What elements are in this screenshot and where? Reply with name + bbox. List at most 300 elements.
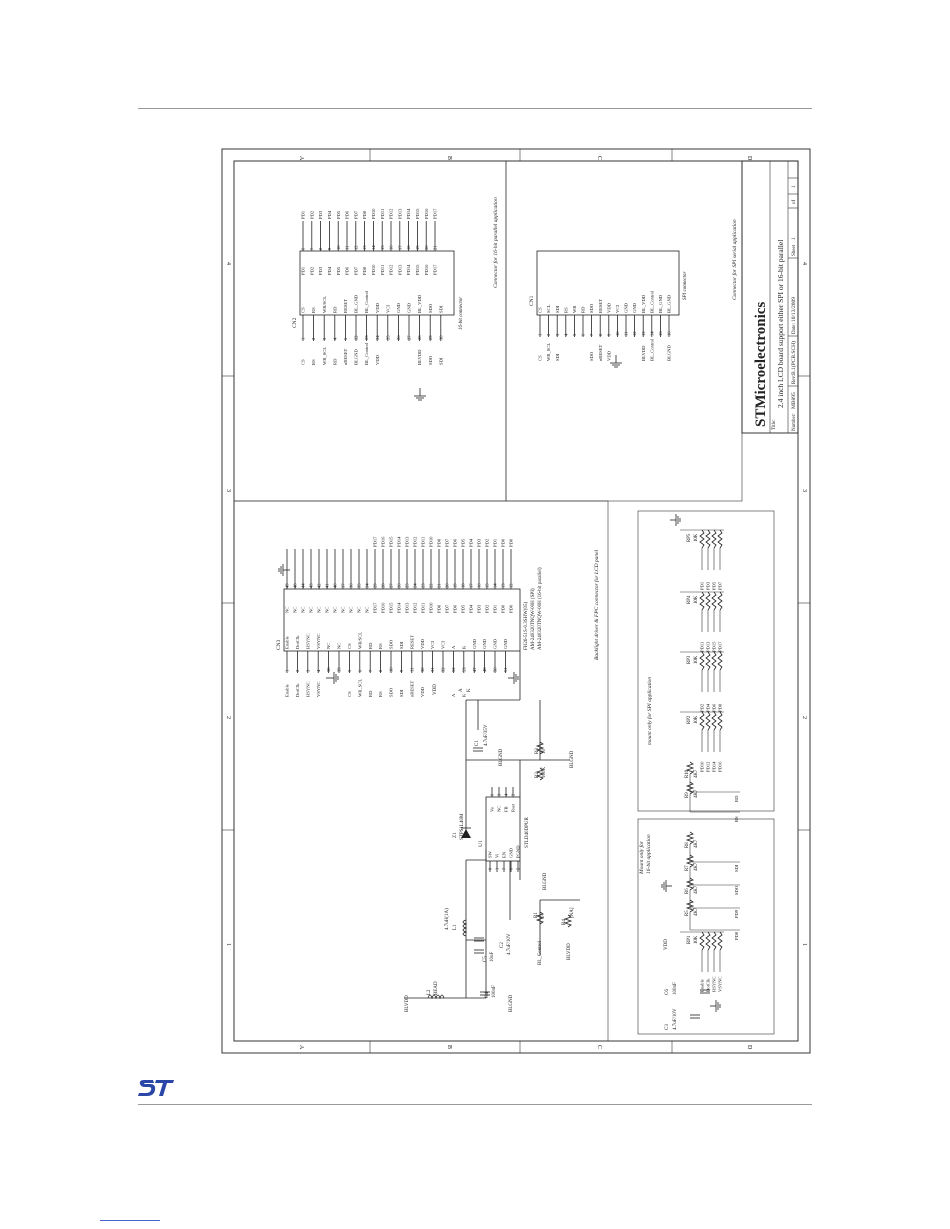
l1-ref: L1: [453, 924, 458, 930]
cn1-pin-number: 3: [554, 333, 560, 336]
r7-ref: R7: [685, 865, 690, 871]
r7-net-label: SDO: [734, 885, 739, 895]
cn3-pin-name: NC: [332, 606, 338, 613]
u1-right-pin-name: Vo: [489, 806, 495, 812]
cn3-pin-name: RS: [378, 643, 384, 649]
cn2-net-label: PD8: [362, 210, 368, 219]
cn3-pin-name: NC: [292, 606, 298, 613]
cn1-pin-number: 15: [658, 331, 663, 336]
cn3-pin-name: PD3: [476, 604, 482, 613]
cn2-net-label: nRESET: [343, 348, 348, 365]
cn3-net-label: PD11: [420, 536, 426, 547]
r3-value: 10: [542, 749, 547, 754]
cn2-pin-number: 12: [353, 245, 359, 250]
r8-net-label: SDI: [734, 864, 739, 872]
cn3-pin-name: RESET: [409, 634, 415, 649]
cn3-pin-number: 43: [308, 583, 314, 588]
ground-symbols: [279, 355, 720, 1012]
cn2-pin-number: 18: [406, 245, 412, 250]
net-blvdd-in: BLVDD: [405, 995, 410, 1012]
rp5-element: [706, 530, 710, 548]
net-blgnd-r3: BLGND: [570, 750, 575, 768]
rp3-ref: RP3: [687, 655, 692, 664]
cn1-pin-name: SDI: [554, 305, 560, 313]
cn3-net-label: SDI: [399, 689, 404, 697]
cn2-net-label: BLVDD: [417, 349, 423, 365]
cn1-pin-number: 2: [546, 333, 552, 336]
cn2-pin-name: PD5: [335, 266, 341, 275]
rp4-element: [718, 592, 722, 610]
cn2-pin-name: PD10: [371, 264, 376, 275]
c5-value: 10uF: [490, 951, 495, 962]
cn3-pin-name: GND: [503, 639, 508, 649]
cn2-net-label: BLGND: [353, 349, 359, 365]
cn2-pin-number: 7: [309, 247, 315, 250]
rp5-net-label: PD5: [711, 581, 717, 590]
u1-left-pin-name: SW: [487, 851, 493, 858]
r6-value: 4K7: [694, 885, 699, 894]
net-vdd-mount: VDD: [664, 939, 669, 950]
rp4-element: [712, 592, 716, 610]
l2-bead: [427, 981, 444, 998]
section-box-backlight: [234, 501, 608, 1041]
cn3-pin-number: 36: [348, 583, 354, 588]
net-a: A: [459, 688, 464, 692]
title-label: Title:: [772, 419, 777, 430]
rp2-element: [712, 712, 716, 730]
cn3-pin-name: NC: [300, 606, 306, 613]
u1-left-pin-name: PGND: [515, 845, 521, 858]
cn2-pin-name: PD8: [362, 266, 368, 275]
number-label: Number:: [792, 413, 797, 431]
cn2-pin-name: PD15: [415, 264, 420, 275]
cn2-pin-name: RESET: [343, 298, 348, 313]
cn3-pin-name: SDO: [388, 639, 394, 649]
cn2-net-label: PD12: [388, 208, 394, 219]
cn3-pin-name: VDD: [419, 639, 425, 649]
cn3-pin-number: 17: [468, 583, 474, 588]
cn3-pin-number: 8: [378, 669, 384, 672]
cn3-net-label: RS: [378, 691, 384, 697]
rp3-element: [712, 652, 716, 670]
cn3-pin-name: PD0: [500, 604, 506, 613]
rp3-element: [700, 652, 704, 670]
cn3-pin-number: 23: [420, 583, 426, 588]
cn3-pin-number: 15: [484, 583, 490, 588]
rp1-element: [706, 932, 710, 950]
cn2-pin-name: BL_Control: [364, 290, 370, 313]
cn3-pin-number: 24: [412, 583, 418, 588]
rp2-net-label: PD16: [717, 761, 723, 772]
cn2-pin-name: GND: [396, 303, 401, 313]
cn1-pin-name: RESET: [597, 298, 603, 313]
cn3-pin-number: 14: [492, 583, 498, 588]
rp3-element: [718, 652, 722, 670]
cn3-pin-name: PD4: [468, 604, 474, 613]
cn3-pin-name: VSYNC: [315, 633, 321, 649]
cn2-pin-name: SDI: [438, 305, 444, 313]
cn2-pin-name: WR/SCL: [321, 295, 327, 313]
zone-c-bottom: C: [596, 1045, 602, 1050]
cn3-pin-number: 51: [503, 667, 508, 672]
cn3-pin-number: 18: [460, 583, 466, 588]
cn2-net-label: CS: [300, 359, 306, 365]
cn3-pin-number: 4: [315, 669, 321, 672]
cn3-pin-number: 26: [396, 583, 402, 588]
r2-ref: R2: [535, 772, 540, 778]
rp4-net-label: PD11: [699, 641, 705, 652]
cn1-pin-name: SCL: [546, 304, 552, 313]
rp2-net-label: PD14: [711, 761, 717, 772]
rp5-net-label: PD1: [699, 581, 705, 590]
r9-ref: R9: [685, 792, 690, 798]
c6-ref: C6: [665, 989, 670, 995]
cn3-pin-number: 3: [305, 669, 311, 672]
cn3-pin-number: 7: [367, 669, 373, 672]
cn2-net-label: WR_SCL: [321, 346, 327, 365]
rp5-net-label: PD3: [705, 581, 711, 590]
cn3-net-label: HSYNC: [305, 681, 311, 697]
cn2-pin-name: PD12: [388, 264, 394, 275]
sheet-label: Sheet: [792, 244, 797, 256]
rp3-net-label: PD8: [717, 703, 723, 712]
cn3-pin-number: 21: [436, 583, 442, 588]
rp5-ref: RP5: [687, 533, 692, 542]
cn2-pin-number: 9: [327, 247, 332, 250]
rp5-net-label: PD7: [717, 581, 723, 590]
cn3-pin-number: 53: [461, 667, 467, 672]
cn2-pin-number: 20: [423, 245, 429, 250]
l1-inductor: [445, 908, 466, 936]
cn3-pin-number: 6: [357, 669, 363, 672]
cn3-pin-name: NC: [324, 606, 330, 613]
cn3-pin-name: GND: [471, 639, 477, 649]
sheet-count: 1: [792, 185, 797, 188]
zone-b-bottom: B: [446, 1045, 452, 1050]
cn1-pin-name: GND: [632, 303, 638, 313]
cn3-net-label: A: [451, 693, 456, 697]
c3-ref: C3: [665, 1024, 670, 1030]
cn2-pin-name: RS: [311, 307, 317, 313]
cn3-net-label: PD14: [396, 536, 402, 547]
cn3-pin-number: 52: [451, 667, 456, 672]
section-box-spi: [506, 161, 742, 501]
caption-backlight: Backlight driver & FPC connector for LCD panel: [594, 549, 600, 660]
cn3-pin-number: 5: [347, 669, 352, 672]
cn2-pins: [301, 208, 444, 365]
rp3-element: [706, 652, 710, 670]
cn2-pin-name: PD2: [309, 266, 315, 275]
rp5-element: [718, 530, 722, 548]
u1-left-pin-number: 1: [494, 867, 500, 870]
cn1-pin-number: 12: [632, 331, 638, 336]
cn2-net-label: PD3: [318, 210, 324, 219]
cn2-pin-name: PD3: [318, 266, 324, 275]
cn3-pin-name: PD12: [412, 602, 418, 613]
cn3-net-label: PD0: [508, 538, 514, 547]
r10-value: 4K7: [694, 769, 699, 778]
cn3-net-label: VSYNC: [315, 681, 321, 697]
cn2-pin-number: 29: [427, 335, 433, 340]
board-date: 10/13/2009: [791, 296, 797, 322]
cn3-net-label: CS: [347, 691, 352, 697]
cn3-pin-number: 38: [326, 667, 332, 672]
cn3-pin-number: 47: [471, 667, 477, 672]
cn3-pin-number: 48: [482, 667, 488, 672]
cn2-pin-name: PD4: [327, 266, 332, 275]
rp1-element: [712, 932, 716, 950]
rp4-net-label: PD13: [705, 641, 711, 652]
cn1-caption: SPI connector: [683, 271, 688, 300]
cn2-net-label: PD17: [432, 208, 438, 219]
cn1-net-label: nRESET: [597, 344, 603, 361]
cn3-net-label: RD: [367, 690, 373, 697]
cn2-ref: CN2: [292, 317, 298, 328]
rp4-element: [700, 592, 704, 610]
cn3-pin-number: 28: [380, 583, 386, 588]
cn3-net-label: PD10: [428, 536, 434, 547]
cn3-pin-number: 11: [409, 667, 415, 672]
c2-ref: C2: [500, 942, 505, 948]
cn3-pin-name: PD2: [484, 604, 490, 613]
rp2-net-label: PD10: [699, 761, 705, 772]
net-bl-control-r1: BL_Control: [538, 940, 543, 965]
caption-spi-mount: mount only for SPI application: [647, 676, 653, 745]
cn3-part-3: AM-240320TNQW-00H (16-bit parallel): [538, 567, 543, 650]
cn3-pin-name: PD10: [428, 602, 434, 613]
c1-ref: C1: [475, 740, 480, 746]
cn2-pin-name: PD16: [423, 264, 429, 275]
net-blgnd-c1: BLGND: [499, 748, 504, 766]
cn2-pin-number: 25: [385, 335, 391, 340]
cn2-pin-number: 11: [344, 245, 350, 250]
cn3-pin-name: HSYNC: [305, 633, 311, 649]
cn3-pin-number: 19: [452, 583, 458, 588]
r1-ref: R1: [534, 912, 539, 918]
r6-ref: R6: [685, 888, 690, 894]
r2-value: 100K: [542, 766, 547, 778]
cn3-pin-number: 9: [399, 669, 404, 672]
cn3-pin-name: VCI: [430, 641, 436, 649]
cn3-pin-name: A: [451, 645, 456, 649]
cn3-pin-name: NC: [284, 606, 290, 613]
cn3-pin-number: 32: [440, 667, 446, 672]
cn2-pin-number: 30: [438, 335, 444, 340]
cn1-pin-number: 10: [615, 331, 620, 336]
cn2-net-label: PD6: [344, 210, 350, 219]
cn2-pin-name: PD14: [406, 264, 412, 275]
rp1-element: [718, 932, 722, 950]
cn3-net-label: PD1: [492, 538, 498, 547]
cn1-pin-name: BL_Control: [649, 290, 655, 313]
cn3-pin-number: 49: [284, 583, 290, 588]
cn2-pin-number: 13: [362, 245, 368, 250]
cn2-net-label: PD11: [379, 208, 385, 219]
cn2-pin-number: 2: [311, 337, 317, 340]
cn2-net-label: PD10: [371, 208, 376, 219]
cn3-pin-name: PD6: [452, 604, 458, 613]
cn2-pin-name: VCI: [385, 305, 391, 313]
rp1-net-label: HSYNC: [711, 976, 717, 992]
cn3-pin-number: 41: [324, 583, 330, 588]
r5-ref: R5: [685, 910, 690, 916]
zone-a-top: A: [298, 156, 304, 161]
cn3-pin-name: NC: [356, 606, 362, 613]
u1-left-pin-number: 5: [515, 867, 521, 870]
r9-value: 4K7: [694, 789, 699, 798]
z1-diode: [453, 813, 471, 840]
cn2-pin-number: 21: [432, 245, 438, 250]
r9-net-label: RS: [734, 816, 739, 822]
u1-right-pin-number: 3: [496, 793, 502, 796]
discrete-resistors: [534, 742, 575, 927]
cn2-net-label: PD5: [335, 210, 341, 219]
c6-value: 100nF: [673, 982, 678, 995]
cn1-net-label: SDI: [554, 353, 560, 361]
r4-ref: R4: [562, 919, 567, 925]
cn2-pin-name: PD1: [300, 266, 306, 275]
cn2-pin-name: CS: [300, 307, 306, 313]
pullup-resistors: [680, 530, 740, 992]
r7-value: 4K7: [694, 862, 699, 871]
cn2-pin-number: 22: [353, 335, 359, 340]
u1-left-pin-number: 7: [501, 867, 507, 870]
cn3-pins: [285, 536, 514, 697]
cn2-pin-name: SDO: [427, 303, 433, 313]
z1-value: STPS1L40M: [460, 813, 465, 840]
cn3-pin-name: PD7: [444, 604, 450, 613]
l2-ref: L2: [427, 989, 432, 995]
cn1-net-label: BLGND: [666, 345, 672, 361]
c2-value: 4.7uF/10V: [507, 933, 512, 955]
r8-element: [687, 832, 693, 844]
cn1-net-label: WR_SCL: [546, 342, 552, 361]
rp1-net-label: DotClk: [705, 978, 711, 992]
cn3-pin-name: Enable: [284, 636, 290, 649]
cn3-pin-name: RD: [367, 642, 373, 649]
r8-ref: R8: [685, 842, 690, 848]
c4-ref: C4: [485, 992, 490, 998]
rp5-element: [712, 530, 716, 548]
cn3-pin-number: 50: [492, 667, 498, 672]
section-box-parallel: [234, 161, 506, 501]
cn3-net-label: WR_SCL: [357, 678, 363, 697]
cn2-pin-name: PD6: [344, 266, 350, 275]
cn2-net-label: PD13: [397, 208, 403, 219]
cn3-net-label: PD3: [476, 538, 482, 547]
board-number: MB895: [791, 392, 797, 409]
cn2-caption: 16-bit connector: [459, 296, 464, 330]
caption-parallel-connector: Connector for 16-bit parallel application: [493, 197, 499, 288]
cn2-net-label: RD: [332, 358, 338, 365]
zone-a-bottom: A: [298, 1045, 304, 1050]
cn3-net-label: PD17: [372, 536, 378, 547]
caption-spi-connector: Connector for SPI serial application: [732, 219, 738, 300]
cn3-pin-name: PD13: [404, 602, 410, 613]
rp3-net-label: PD4: [705, 703, 711, 712]
u1-pins: [488, 787, 521, 872]
cn1-pin-number: 13: [640, 331, 646, 336]
cn3-pin-name: NC: [316, 606, 322, 613]
cn1-pin-number: 5: [572, 333, 577, 336]
cn3-pin-number: 34: [364, 583, 370, 588]
u1-part: STLD40DPUR: [525, 817, 530, 848]
cn1-net-label: BLVDD: [640, 345, 646, 361]
cn3-pin-name: NC: [336, 642, 342, 649]
u1-left-pin-number: 6: [508, 867, 514, 870]
rp3-net-label: PD6: [711, 703, 717, 712]
cn2-pin-name: PD7: [353, 266, 359, 275]
cn1-pin-name: VCI: [615, 305, 620, 313]
cn3-pin-number: 10: [388, 667, 394, 672]
cn3-pin-number: 42: [316, 583, 322, 588]
cn1-pin-name: GND: [623, 303, 629, 313]
net-blgnd-u1: BLGND: [543, 872, 548, 890]
c4-value: 100nF: [492, 985, 497, 998]
cn2-pin-number: 10: [335, 245, 341, 250]
cn3-pin-name: PD16: [380, 602, 386, 613]
rp1-value: 10K: [694, 935, 699, 944]
c5-ref: C5: [483, 956, 488, 962]
rp1-ref: RP1: [687, 935, 692, 944]
cn2-pin-number: 28: [417, 335, 423, 340]
c3-value: 4.7uF/10V: [673, 1008, 678, 1030]
c1-value: 4.7uF/35V: [484, 724, 489, 746]
sheet-number: 1: [792, 237, 797, 240]
r5-value: 4K7: [694, 907, 699, 916]
zone-1-left: 1: [225, 943, 231, 946]
cn3-pin-name: NC: [326, 642, 332, 649]
cn3-net-label: PD15: [388, 536, 394, 547]
of-label: of: [792, 199, 797, 204]
rp4-ref: RP4: [687, 595, 692, 604]
z1-ref: Z1: [453, 832, 458, 838]
cn2-net-label: RS: [311, 359, 317, 365]
rp3-net-label: PD2: [699, 703, 705, 712]
cn2-net-label: PD1: [300, 210, 306, 219]
cn3-pin-number: 13: [500, 583, 506, 588]
cn2-pin-number: 4: [332, 337, 338, 340]
cn2-pin-number: 8: [318, 247, 324, 250]
cn3-net-label: PD7: [444, 538, 450, 547]
cn2-net-label: PD14: [406, 208, 412, 219]
rp3-value: 10K: [694, 655, 699, 664]
board-title: 2.4 inch LCD board support either SPI or 16-bit parallel: [776, 239, 785, 408]
cn1-pin-number: 9: [606, 333, 612, 336]
cn1-pin-name: RS: [563, 307, 569, 313]
zone-d-bottom: D: [746, 1045, 752, 1050]
zone-3-right: 3: [801, 489, 807, 492]
cn3-net-label: PD5: [460, 538, 466, 547]
cn2-pin-name: RD: [332, 306, 338, 313]
u1-right-pin-name: Rset: [510, 803, 516, 812]
cn3-pin-name: PD1: [492, 604, 498, 613]
section-box-parallel-mount: [638, 819, 774, 1034]
cn3-pin-name: NC: [308, 606, 314, 613]
cn3-net-label: PD4: [468, 538, 474, 547]
cn3-pin-number: 27: [388, 583, 394, 588]
cn1-pin-number: 8: [597, 333, 603, 336]
backlight-net-labels: [405, 684, 669, 1012]
cn3-net-label: PD8: [436, 538, 442, 547]
cn1-pins: [538, 290, 672, 361]
cn1-pin-name: BL_GND: [658, 294, 663, 313]
cn3-pin-number: 22: [428, 583, 434, 588]
cn3-pin-number: 20: [444, 583, 450, 588]
cn2-pin-number: 6: [300, 247, 306, 250]
cn2-net-label: PD15: [415, 208, 420, 219]
cn3-pin-name: NC: [348, 606, 354, 613]
